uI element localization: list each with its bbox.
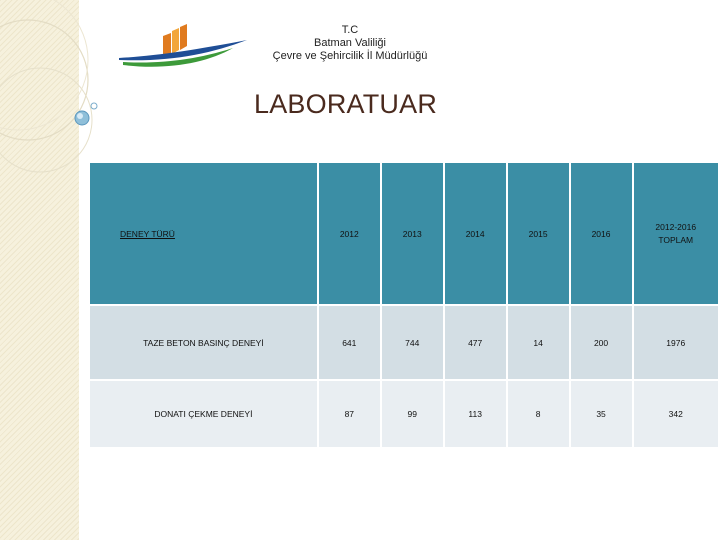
table-row	[89, 305, 719, 380]
table-cell: 200	[570, 305, 633, 380]
table-cell-total: 1976	[633, 305, 719, 380]
table-header-row	[89, 162, 719, 305]
column-header-2013: 2013	[381, 162, 444, 305]
header-line-directorate: Çevre ve Şehircilik İl Müdürlüğü	[272, 50, 428, 62]
column-header-2014: 2014	[444, 162, 507, 305]
table-cell: 744	[381, 305, 444, 380]
header-line-tc: T.C	[341, 24, 359, 36]
ministry-logo-icon	[115, 22, 250, 82]
column-header-test-type: DENEY TÜRÜ	[89, 162, 318, 305]
institution-header	[250, 24, 450, 63]
table-cell: 8	[507, 380, 570, 448]
table-cell: 35	[570, 380, 633, 448]
table-cell: 87	[318, 380, 381, 448]
page-title: LABORATUAR	[254, 89, 438, 119]
table-cell: 113	[444, 380, 507, 448]
total-header-years: 2012-2016	[655, 221, 697, 232]
table-row	[89, 380, 719, 448]
column-header-total	[633, 162, 719, 305]
table-cell: 99	[381, 380, 444, 448]
column-header-2012: 2012	[318, 162, 381, 305]
total-header-label: TOPLAM	[658, 234, 694, 245]
row-label: TAZE BETON BASINÇ DENEYİ	[89, 305, 318, 380]
header-line-governorship: Batman Valiliği	[314, 37, 386, 49]
column-header-2015: 2015	[507, 162, 570, 305]
laboratory-table	[88, 161, 720, 449]
table-cell: 641	[318, 305, 381, 380]
table-cell: 14	[507, 305, 570, 380]
row-label: DONATI ÇEKME DENEYİ	[89, 380, 318, 448]
table-cell: 477	[444, 305, 507, 380]
column-header-2016: 2016	[570, 162, 633, 305]
table-cell-total: 342	[633, 380, 719, 448]
